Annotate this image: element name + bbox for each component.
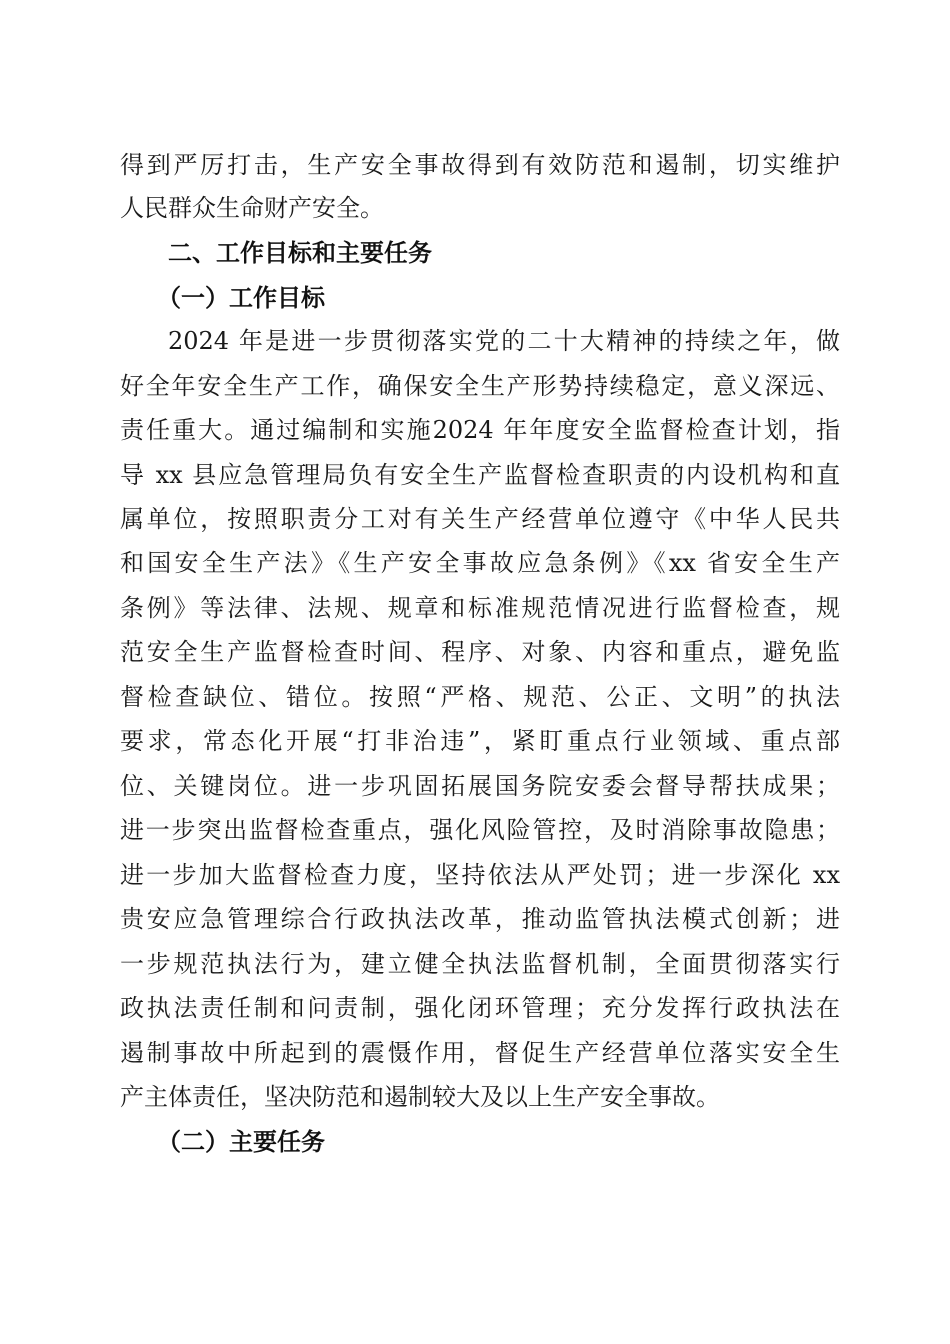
paragraph-line: 政执法责任制和问责制，强化闭环管理；充分发挥行政执法在 [120,994,840,1022]
paragraph-line: 导 xx 县应急管理局负有安全生产监督检查职责的内设机构和直 [120,461,840,489]
paragraph-line: 属单位，按照职责分工对有关生产经营单位遵守《中华人民共 [120,505,840,533]
paragraph-line: 贵安应急管理综合行政执法改革，推动监管执法模式创新；进 [120,905,840,933]
paragraph-line: 一步规范执法行为，建立健全执法监督机制，全面贯彻落实行 [120,950,840,978]
subsection-heading-goals: （一）工作目标 [157,283,325,312]
intro-line-2: 人民群众生命财产安全。 [120,194,384,222]
paragraph-line: 好全年安全生产工作，确保安全生产形势持续稳定，意义深远、 [120,372,840,400]
paragraph-line: 产主体责任，坚决防范和遏制较大及以上生产安全事故。 [120,1083,720,1111]
paragraph-line: 督检查缺位、错位。按照“严格、规范、公正、文明”的执法 [120,683,840,711]
paragraph-line: 位、关键岗位。进一步巩固拓展国务院安委会督导帮扶成果； [120,772,840,800]
subsection-heading-tasks: （二）主要任务 [157,1127,325,1156]
paragraph-line: 进一步加大监督检查力度，坚持依法从严处罚；进一步深化 xx [120,861,840,889]
paragraph-line: 责任重大。通过编制和实施2024 年年度安全监督检查计划，指 [120,416,840,444]
paragraph-line: 条例》等法律、法规、规章和标准规范情况进行监督检查，规 [120,594,840,622]
paragraph-line: 范安全生产监督检查时间、程序、对象、内容和重点，避免监 [120,638,840,666]
paragraph-line: 2024 年是进一步贯彻落实党的二十大精神的持续之年，做 [168,327,840,355]
intro-line-1: 得到严厉打击，生产安全事故得到有效防范和遏制，切实维护 [120,151,840,179]
paragraph-line: 遏制事故中所起到的震慑作用，督促生产经营单位落实安全生 [120,1039,840,1067]
paragraph-line: 进一步突出监督检查重点，强化风险管控，及时消除事故隐患； [120,816,840,844]
paragraph-line: 要求，常态化开展“打非治违”，紧盯重点行业领域、重点部 [120,727,840,755]
section-heading: 二、工作目标和主要任务 [168,239,432,267]
paragraph-line: 和国安全生产法》《生产安全事故应急条例》《xx 省安全生产 [120,549,840,577]
